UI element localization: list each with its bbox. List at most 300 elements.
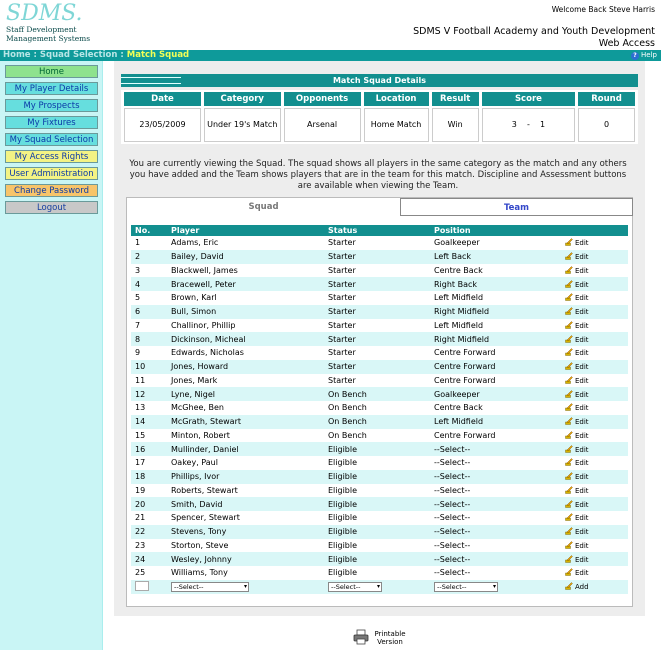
player-number: 17: [131, 456, 167, 470]
edit-pencil-icon: [565, 252, 573, 260]
edit-cell: [561, 305, 628, 319]
player-number: 14: [131, 415, 167, 429]
match-details-row: [124, 108, 635, 142]
edit-label: Edit: [575, 266, 589, 275]
score-away: 1: [540, 120, 546, 129]
edit-button[interactable]: [565, 239, 589, 247]
edit-label: Edit: [575, 569, 589, 578]
edit-cell: [561, 401, 628, 415]
edit-button[interactable]: [565, 336, 589, 344]
player-name: Oakey, Paul: [167, 456, 324, 470]
nav-my-squad-selection[interactable]: My Squad Selection: [5, 133, 98, 146]
sidebar: [0, 61, 103, 650]
edit-pencil-icon: [565, 307, 573, 315]
main-panel: [114, 61, 645, 616]
player-number: 23: [131, 539, 167, 553]
player-status: Starter: [324, 332, 430, 346]
edit-cell: [561, 525, 628, 539]
nav-change-password[interactable]: Change Password: [5, 184, 98, 197]
header-location: Location: [364, 92, 429, 106]
match-location: Home Match: [364, 108, 429, 142]
squad-row: [131, 332, 628, 346]
player-name: Roberts, Stewart: [167, 484, 324, 498]
edit-pencil-icon: [565, 321, 573, 329]
edit-label: Edit: [575, 431, 589, 440]
edit-cell: [561, 236, 628, 250]
player-status: Eligible: [324, 552, 430, 566]
player-position: Left Midfield: [430, 415, 561, 429]
player-name: Jones, Mark: [167, 374, 324, 388]
squad-row: [131, 456, 628, 470]
add-status-select[interactable]: [328, 582, 382, 592]
edit-button[interactable]: [565, 501, 589, 509]
squad-row: [131, 552, 628, 566]
player-status: Eligible: [324, 539, 430, 553]
edit-cell: [561, 387, 628, 401]
breadcrumb-home[interactable]: Home: [3, 50, 31, 60]
nav-user-administration[interactable]: User Administration: [5, 167, 98, 180]
player-position: --Select--: [430, 442, 561, 456]
edit-pencil-icon: [565, 266, 573, 274]
player-position: --Select--: [430, 497, 561, 511]
edit-cell: [561, 332, 628, 346]
nav-logout[interactable]: Logout: [5, 201, 98, 214]
player-status: Eligible: [324, 511, 430, 525]
edit-button[interactable]: [565, 308, 589, 316]
edit-label: Edit: [575, 500, 589, 509]
player-number: 10: [131, 360, 167, 374]
edit-pencil-icon: [565, 348, 573, 356]
squad-box: [126, 197, 633, 607]
player-number: 5: [131, 291, 167, 305]
nav-my-prospects[interactable]: My Prospects: [5, 99, 98, 112]
player-status: On Bench: [324, 415, 430, 429]
player-number: 19: [131, 484, 167, 498]
player-status: Starter: [324, 250, 430, 264]
edit-button[interactable]: [565, 267, 589, 275]
add-player-select[interactable]: [171, 582, 249, 592]
squad-row: [131, 250, 628, 264]
squad-row: [131, 291, 628, 305]
player-position: Goalkeeper: [430, 387, 561, 401]
player-name: McGhee, Ben: [167, 401, 324, 415]
squad-row: [131, 415, 628, 429]
player-status: Starter: [324, 277, 430, 291]
match-squad-details-title: [121, 74, 638, 87]
app-title: [413, 26, 655, 50]
squad-row: [131, 319, 628, 333]
player-number: 16: [131, 442, 167, 456]
player-position: Centre Forward: [430, 360, 561, 374]
player-status: Starter: [324, 346, 430, 360]
player-position: Centre Forward: [430, 374, 561, 388]
add-position-select[interactable]: [434, 582, 498, 592]
breadcrumb-separator: :: [117, 50, 127, 60]
chevron-down-icon: ▾: [243, 582, 247, 590]
player-position: Right Midfield: [430, 332, 561, 346]
squad-row: [131, 566, 628, 580]
squad-row: [131, 305, 628, 319]
squad-header-row: [131, 225, 628, 236]
edit-label: Edit: [575, 308, 589, 317]
player-status: Eligible: [324, 442, 430, 456]
player-name: Edwards, Nicholas: [167, 346, 324, 360]
edit-cell: [561, 497, 628, 511]
player-position: --Select--: [430, 552, 561, 566]
edit-button[interactable]: [565, 391, 589, 399]
player-name: Brown, Karl: [167, 291, 324, 305]
player-number: 15: [131, 429, 167, 443]
header-score: Score: [482, 92, 575, 106]
player-name: Bailey, David: [167, 250, 324, 264]
player-name: Bull, Simon: [167, 305, 324, 319]
player-name: Spencer, Stewart: [167, 511, 324, 525]
edit-label: Edit: [575, 390, 589, 399]
edit-label: Edit: [575, 253, 589, 262]
edit-cell: [561, 552, 628, 566]
nav-my-fixtures[interactable]: My Fixtures: [5, 116, 98, 129]
player-name: Mullinder, Daniel: [167, 442, 324, 456]
edit-label: Edit: [575, 321, 589, 330]
printable-label-line-2: Version: [377, 638, 403, 646]
edit-button[interactable]: [565, 349, 589, 357]
edit-label: Edit: [575, 486, 589, 495]
player-number: 25: [131, 566, 167, 580]
add-button[interactable]: [565, 583, 589, 591]
edit-pencil-icon: [565, 541, 573, 549]
match-squad-details-label: Match Squad Details: [332, 76, 427, 85]
squad-row: [131, 497, 628, 511]
edit-pencil-icon: [565, 555, 573, 563]
edit-button[interactable]: [565, 294, 589, 302]
edit-pencil-icon: [565, 445, 573, 453]
edit-button[interactable]: [565, 487, 589, 495]
edit-cell: [561, 484, 628, 498]
edit-button[interactable]: [565, 432, 589, 440]
breadcrumb-bar: [0, 50, 661, 61]
edit-label: Edit: [575, 349, 589, 358]
player-position: --Select--: [430, 539, 561, 553]
nav-home[interactable]: Home: [5, 65, 98, 78]
match-result: Win: [432, 108, 479, 142]
squad-row: [131, 374, 628, 388]
player-status: Starter: [324, 374, 430, 388]
edit-label: Edit: [575, 376, 589, 385]
edit-button[interactable]: [565, 418, 589, 426]
edit-cell: [561, 470, 628, 484]
player-number: 20: [131, 497, 167, 511]
edit-label: Edit: [575, 528, 589, 537]
edit-cell: [561, 277, 628, 291]
match-date: 23/05/2009: [124, 108, 201, 142]
player-position: Left Midfield: [430, 319, 561, 333]
player-position: Centre Back: [430, 264, 561, 278]
add-status-cell: [324, 580, 430, 594]
edit-pencil-icon: [565, 376, 573, 384]
edit-label: Edit: [575, 335, 589, 344]
edit-pencil-icon: [565, 403, 573, 411]
player-position: Goalkeeper: [430, 236, 561, 250]
squad-body: [131, 236, 628, 594]
edit-button[interactable]: [565, 556, 589, 564]
player-position: --Select--: [430, 525, 561, 539]
edit-label: Edit: [575, 404, 589, 413]
edit-button[interactable]: [565, 542, 589, 550]
player-position: Left Back: [430, 250, 561, 264]
add-player-select-value: --Select--: [174, 582, 204, 591]
printer-icon: [353, 629, 369, 645]
edit-pencil-icon: [565, 431, 573, 439]
welcome-message: Welcome Back Steve Harris: [551, 5, 655, 14]
breadcrumb-separator: :: [30, 50, 40, 60]
logo-mark: SDMS.: [6, 1, 83, 26]
add-player-cell: [167, 580, 324, 594]
player-name: Jones, Howard: [167, 360, 324, 374]
player-number: 6: [131, 305, 167, 319]
squad-row: [131, 387, 628, 401]
player-number: 7: [131, 319, 167, 333]
player-name: Storton, Steve: [167, 539, 324, 553]
player-position: --Select--: [430, 484, 561, 498]
edit-label: Edit: [575, 363, 589, 372]
edit-label: Edit: [575, 473, 589, 482]
edit-cell: [561, 250, 628, 264]
edit-pencil-icon: [565, 417, 573, 425]
player-name: Adams, Eric: [167, 236, 324, 250]
squad-row: [131, 525, 628, 539]
col-player: Player: [167, 225, 324, 236]
squad-table: [131, 225, 628, 594]
player-position: Right Midfield: [430, 305, 561, 319]
edit-cell: [561, 456, 628, 470]
edit-label: Edit: [575, 418, 589, 427]
squad-row: [131, 442, 628, 456]
player-status: Starter: [324, 264, 430, 278]
header-opponents: Opponents: [284, 92, 361, 106]
edit-pencil-icon: [565, 472, 573, 480]
edit-pencil-icon: [565, 335, 573, 343]
edit-pencil-icon: [565, 238, 573, 246]
tab-team[interactable]: Team: [400, 198, 633, 216]
player-name: Minton, Robert: [167, 429, 324, 443]
edit-cell: [561, 319, 628, 333]
col-no: No.: [131, 225, 167, 236]
add-position-select-value: --Select--: [437, 582, 467, 591]
edit-button[interactable]: [565, 569, 589, 577]
printable-label-line-1: Printable: [374, 630, 406, 638]
breadcrumb-current: Match Squad: [126, 50, 190, 60]
help-icon: ?: [631, 52, 639, 60]
help-label: Help: [641, 51, 657, 59]
squad-row: [131, 484, 628, 498]
player-position: Left Midfield: [430, 291, 561, 305]
add-player-row: [131, 580, 628, 594]
player-status: Starter: [324, 291, 430, 305]
player-name: Wesley, Johnny: [167, 552, 324, 566]
chevron-down-icon: ▾: [492, 582, 496, 590]
edit-pencil-icon: [565, 293, 573, 301]
player-status: Eligible: [324, 525, 430, 539]
edit-button[interactable]: [565, 473, 589, 481]
player-number: 8: [131, 332, 167, 346]
player-number: 2: [131, 250, 167, 264]
header-category: Category: [204, 92, 281, 106]
edit-cell: [561, 442, 628, 456]
edit-button[interactable]: [565, 363, 589, 371]
add-status-select-value: --Select--: [331, 582, 361, 591]
squad-row: [131, 277, 628, 291]
nav-my-access-rights[interactable]: My Access Rights: [5, 150, 98, 163]
player-status: Eligible: [324, 497, 430, 511]
edit-cell: [561, 566, 628, 580]
edit-cell: [561, 360, 628, 374]
player-status: Eligible: [324, 470, 430, 484]
edit-pencil-icon: [565, 582, 573, 590]
nav-my-player-details[interactable]: My Player Details: [5, 82, 98, 95]
edit-cell: [561, 429, 628, 443]
player-position: Right Back: [430, 277, 561, 291]
app-title-line-1: SDMS V Football Academy and Youth Development: [413, 26, 655, 37]
match-opponents: Arsenal: [284, 108, 361, 142]
player-name: McGrath, Stewart: [167, 415, 324, 429]
header-date: Date: [124, 92, 201, 106]
player-number: 11: [131, 374, 167, 388]
squad-row: [131, 470, 628, 484]
player-number: 13: [131, 401, 167, 415]
breadcrumb: [3, 50, 189, 61]
player-position: --Select--: [430, 511, 561, 525]
player-name: Phillips, Ivor: [167, 470, 324, 484]
player-position: Centre Back: [430, 401, 561, 415]
player-status: On Bench: [324, 387, 430, 401]
edit-button[interactable]: [565, 253, 589, 261]
tab-squad[interactable]: Squad: [127, 198, 400, 216]
logo-line-1: Staff Development: [6, 25, 77, 34]
player-number: 12: [131, 387, 167, 401]
add-position-cell: [430, 580, 561, 594]
player-number: 22: [131, 525, 167, 539]
edit-pencil-icon: [565, 513, 573, 521]
edit-label: Edit: [575, 541, 589, 550]
add-label: Add: [575, 583, 589, 592]
edit-button[interactable]: [565, 281, 589, 289]
col-position: Position: [430, 225, 561, 236]
player-status: Starter: [324, 305, 430, 319]
player-position: --Select--: [430, 456, 561, 470]
help-link[interactable]: [631, 51, 657, 60]
edit-label: Edit: [575, 445, 589, 454]
edit-label: Edit: [575, 239, 589, 248]
squad-row: [131, 264, 628, 278]
edit-pencil-icon: [565, 486, 573, 494]
edit-pencil-icon: [565, 280, 573, 288]
player-status: Starter: [324, 319, 430, 333]
add-row-checkbox[interactable]: [135, 581, 149, 591]
add-row-checkbox-cell: [131, 580, 167, 594]
match-round: 0: [578, 108, 635, 142]
header: [0, 0, 661, 50]
breadcrumb-squad-selection[interactable]: Squad Selection: [39, 50, 118, 60]
edit-button[interactable]: [565, 404, 589, 412]
edit-cell: [561, 539, 628, 553]
player-name: Lyne, Nigel: [167, 387, 324, 401]
edit-label: Edit: [575, 514, 589, 523]
squad-row: [131, 539, 628, 553]
info-text: You are currently viewing the Squad. The squad shows all players in the same category as the match and any others you have added and the Team shows players that are in the team for this match. Discipline and Assessment buttons are available when viewing the Team.: [129, 159, 627, 191]
edit-button[interactable]: [565, 528, 589, 536]
edit-label: Edit: [575, 294, 589, 303]
squad-row: [131, 360, 628, 374]
printable-version-label: [370, 630, 410, 646]
edit-button[interactable]: [565, 459, 589, 467]
squad-row: [131, 429, 628, 443]
match-details-table: [121, 90, 638, 144]
player-position: Centre Forward: [430, 346, 561, 360]
player-status: Starter: [324, 360, 430, 374]
player-name: Smith, David: [167, 497, 324, 511]
edit-button[interactable]: [565, 322, 589, 330]
player-number: 4: [131, 277, 167, 291]
edit-pencil-icon: [565, 458, 573, 466]
squad-row: [131, 236, 628, 250]
edit-pencil-icon: [565, 390, 573, 398]
squad-row: [131, 401, 628, 415]
score-separator: -: [526, 120, 530, 129]
edit-button[interactable]: [565, 514, 589, 522]
player-name: Challinor, Phillip: [167, 319, 324, 333]
edit-cell: [561, 346, 628, 360]
edit-label: Edit: [575, 280, 589, 289]
player-status: Eligible: [324, 484, 430, 498]
player-number: 9: [131, 346, 167, 360]
title-decoration: [121, 77, 181, 84]
edit-cell: [561, 264, 628, 278]
player-name: Stevens, Tony: [167, 525, 324, 539]
printable-version-link[interactable]: [352, 627, 412, 647]
match-details-header-row: [124, 92, 635, 106]
player-name: Bracewell, Peter: [167, 277, 324, 291]
player-name: Blackwell, James: [167, 264, 324, 278]
player-position: --Select--: [430, 566, 561, 580]
chevron-down-icon: ▾: [376, 582, 380, 590]
app-title-line-2: Web Access: [598, 38, 655, 49]
edit-pencil-icon: [565, 362, 573, 370]
logo[interactable]: [6, 3, 116, 49]
score-home: 3: [511, 120, 517, 129]
logo-line-2: Management Systems: [6, 34, 91, 43]
add-cell: [561, 580, 628, 594]
edit-label: Edit: [575, 459, 589, 468]
col-action: [561, 225, 628, 236]
squad-row: [131, 511, 628, 525]
edit-pencil-icon: [565, 527, 573, 535]
edit-button[interactable]: [565, 377, 589, 385]
player-name: Dickinson, Micheal: [167, 332, 324, 346]
match-score: [482, 108, 575, 142]
squad-row: [131, 346, 628, 360]
player-number: 24: [131, 552, 167, 566]
edit-button[interactable]: [565, 446, 589, 454]
edit-pencil-icon: [565, 500, 573, 508]
col-status: Status: [324, 225, 430, 236]
match-category: Under 19's Match: [204, 108, 281, 142]
edit-cell: [561, 415, 628, 429]
player-position: Centre Forward: [430, 429, 561, 443]
player-name: Williams, Tony: [167, 566, 324, 580]
edit-cell: [561, 374, 628, 388]
player-status: On Bench: [324, 401, 430, 415]
edit-label: Edit: [575, 555, 589, 564]
